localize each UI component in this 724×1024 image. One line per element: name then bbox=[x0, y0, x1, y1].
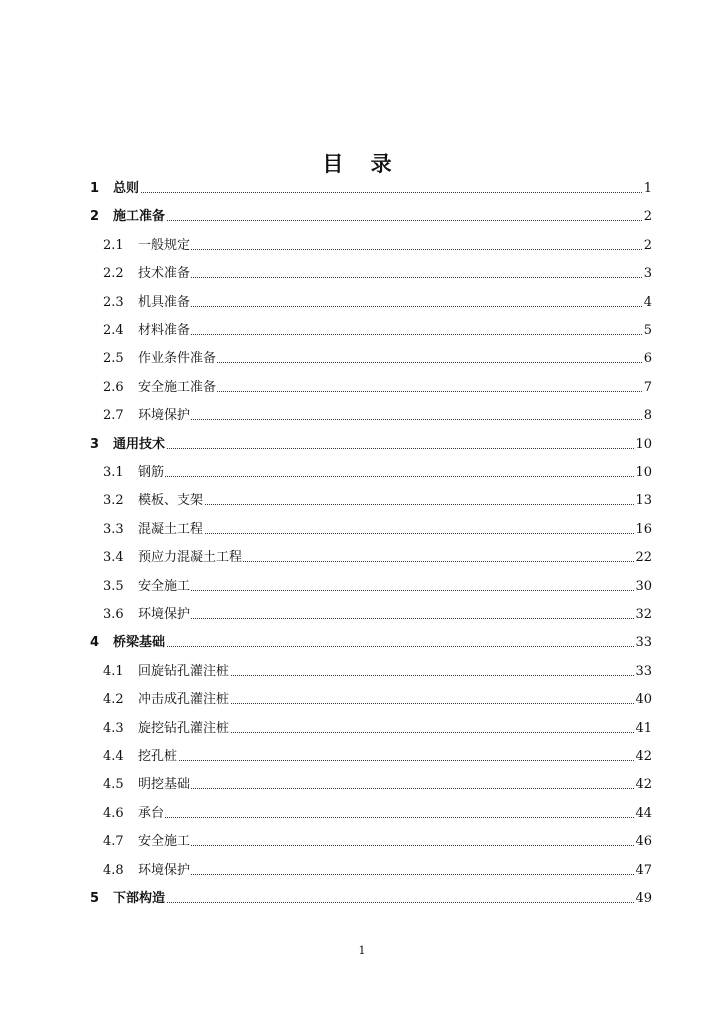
toc-entry-page: 33 bbox=[634, 632, 652, 654]
toc-entry-number: 3.4 bbox=[103, 550, 124, 566]
toc-entry-page: 3 bbox=[643, 263, 652, 285]
toc-entry-page: 49 bbox=[634, 888, 652, 910]
toc-section-entry[interactable] bbox=[0, 746, 724, 768]
toc-entry-page: 30 bbox=[634, 576, 652, 598]
toc-entry-label: 机具准备 bbox=[138, 292, 191, 314]
toc-entry-number: 3 bbox=[90, 436, 100, 452]
toc-entry-number: 2.6 bbox=[103, 379, 124, 395]
toc-dot-leader bbox=[113, 902, 644, 903]
toc-entry-page: 42 bbox=[634, 746, 652, 768]
toc-entry-label: 施工准备 bbox=[113, 206, 166, 228]
toc-dot-leader bbox=[138, 277, 644, 278]
toc-entry-number: 3.6 bbox=[103, 607, 124, 622]
toc-chapter-entry[interactable] bbox=[0, 206, 724, 228]
toc-entry-label: 预应力混凝土工程 bbox=[138, 547, 243, 569]
toc-entry-label: 旋挖钻孔灌注桩 bbox=[138, 718, 230, 740]
toc-entry-page: 44 bbox=[634, 803, 652, 825]
toc-entry-number: 4.6 bbox=[103, 805, 124, 821]
toc-dot-leader bbox=[138, 788, 644, 789]
toc-dot-leader bbox=[113, 220, 644, 221]
toc-entry-number: 2.2 bbox=[103, 266, 124, 282]
toc-entry-number: 2.7 bbox=[103, 408, 124, 424]
toc-entry-label: 环境保护 bbox=[138, 405, 191, 427]
toc-chapter-entry[interactable] bbox=[0, 434, 724, 456]
toc-section-entry[interactable] bbox=[0, 348, 724, 370]
toc-entry-number: 3.3 bbox=[103, 521, 124, 537]
toc-section-entry[interactable] bbox=[0, 576, 724, 598]
toc-entry-label: 桥梁基础 bbox=[113, 632, 166, 654]
toc-entry-label: 环境保护 bbox=[138, 604, 191, 626]
toc-entry-label: 通用技术 bbox=[113, 434, 166, 456]
toc-entry-number: 4.4 bbox=[103, 749, 124, 764]
toc-entry-label: 材料准备 bbox=[138, 320, 191, 342]
toc-entry-label: 承台 bbox=[138, 803, 165, 825]
toc-entry-label: 一般规定 bbox=[138, 235, 191, 257]
toc-entry-number: 2.1 bbox=[103, 237, 124, 253]
toc-entry-page: 40 bbox=[634, 689, 652, 711]
toc-dot-leader bbox=[138, 334, 644, 335]
toc-section-entry[interactable] bbox=[0, 263, 724, 285]
toc-entry-number: 3.5 bbox=[103, 578, 124, 594]
toc-dot-leader bbox=[138, 306, 644, 307]
toc-chapter-entry[interactable] bbox=[0, 178, 724, 200]
toc-section-entry[interactable] bbox=[0, 292, 724, 314]
toc-entry-number: 3.2 bbox=[103, 493, 124, 509]
toc-entry-label: 作业条件准备 bbox=[138, 348, 217, 370]
toc-entry-label: 技术准备 bbox=[138, 263, 191, 285]
toc-entry-page: 10 bbox=[634, 434, 652, 456]
toc-entry-page: 46 bbox=[634, 831, 652, 853]
toc-dot-leader bbox=[138, 618, 644, 619]
toc-entry-label: 钢筋 bbox=[138, 462, 165, 484]
toc-entry-page: 2 bbox=[643, 206, 652, 228]
toc-entry-number: 3.1 bbox=[103, 465, 124, 480]
toc-entry-number: 4.3 bbox=[103, 720, 124, 736]
toc-entry-label: 安全施工 bbox=[138, 576, 191, 598]
toc-chapter-entry[interactable] bbox=[0, 888, 724, 910]
toc-dot-leader bbox=[138, 874, 644, 875]
toc-entry-label: 总则 bbox=[113, 178, 140, 200]
toc-dot-leader bbox=[113, 192, 644, 193]
toc-entry-page: 47 bbox=[634, 860, 652, 882]
toc-section-entry[interactable] bbox=[0, 547, 724, 569]
toc-entry-number: 1 bbox=[90, 181, 100, 196]
toc-entry-label: 下部构造 bbox=[113, 888, 166, 910]
toc-section-entry[interactable] bbox=[0, 405, 724, 427]
toc-entry-label: 环境保护 bbox=[138, 860, 191, 882]
toc-entry-page: 7 bbox=[643, 377, 652, 399]
toc-entry-page: 5 bbox=[643, 320, 652, 342]
toc-entry-page: 1 bbox=[643, 178, 652, 200]
toc-entry-page: 10 bbox=[634, 462, 652, 484]
page-title: 目 录 bbox=[322, 151, 402, 176]
toc-entry-number: 2.4 bbox=[103, 323, 124, 338]
toc-dot-leader bbox=[138, 504, 644, 505]
toc-dot-leader bbox=[138, 760, 644, 761]
toc-dot-leader bbox=[138, 249, 644, 250]
toc-section-entry[interactable] bbox=[0, 490, 724, 512]
toc-entry-page: 2 bbox=[643, 235, 652, 257]
toc-entry-number: 2 bbox=[90, 209, 100, 225]
toc-entry-page: 22 bbox=[634, 547, 652, 569]
toc-section-entry[interactable] bbox=[0, 689, 724, 711]
toc-section-entry[interactable] bbox=[0, 519, 724, 541]
toc-dot-leader bbox=[113, 646, 644, 647]
toc-dot-leader bbox=[138, 476, 644, 477]
toc-entry-label: 回旋钻孔灌注桩 bbox=[138, 661, 230, 683]
toc-entry-label: 挖孔桩 bbox=[138, 746, 178, 768]
toc-entry-label: 冲击成孔灌注桩 bbox=[138, 689, 230, 711]
toc-entry-page: 8 bbox=[643, 405, 652, 427]
toc-dot-leader bbox=[138, 533, 644, 534]
toc-entry-page: 13 bbox=[634, 490, 652, 512]
toc-entry-number: 4.7 bbox=[103, 834, 124, 850]
toc-section-entry[interactable] bbox=[0, 774, 724, 796]
toc-entry-number: 4 bbox=[90, 635, 100, 651]
toc-section-entry[interactable] bbox=[0, 320, 724, 342]
page-number: 1 bbox=[358, 944, 366, 957]
toc-entry-number: 2.3 bbox=[103, 294, 124, 310]
toc-section-entry[interactable] bbox=[0, 803, 724, 825]
toc-section-entry[interactable] bbox=[0, 831, 724, 853]
toc-section-entry[interactable] bbox=[0, 462, 724, 484]
toc-entry-label: 安全施工 bbox=[138, 831, 191, 853]
toc-entry-page: 41 bbox=[634, 718, 652, 740]
toc-dot-leader bbox=[113, 448, 644, 449]
toc-entry-page: 16 bbox=[634, 519, 652, 541]
toc-entry-number: 4.8 bbox=[103, 862, 124, 878]
toc-entry-number: 4.1 bbox=[103, 663, 124, 679]
toc-entry-page: 42 bbox=[634, 774, 652, 796]
toc-dot-leader bbox=[138, 845, 644, 846]
toc-entry-label: 明挖基础 bbox=[138, 774, 191, 796]
table-of-contents bbox=[0, 178, 724, 918]
toc-entry-number: 4.2 bbox=[103, 692, 124, 708]
toc-section-entry[interactable] bbox=[0, 377, 724, 399]
toc-entry-label: 模板、支架 bbox=[138, 490, 204, 512]
toc-dot-leader bbox=[138, 817, 644, 818]
toc-entry-page: 33 bbox=[634, 661, 652, 683]
toc-entry-number: 4.5 bbox=[103, 777, 124, 793]
toc-entry-number: 2.5 bbox=[103, 351, 124, 367]
toc-entry-label: 混凝土工程 bbox=[138, 519, 204, 541]
toc-entry-label: 安全施工准备 bbox=[138, 377, 217, 399]
toc-section-entry[interactable] bbox=[0, 604, 724, 626]
toc-dot-leader bbox=[138, 590, 644, 591]
toc-entry-page: 32 bbox=[634, 604, 652, 626]
toc-entry-page: 6 bbox=[643, 348, 652, 370]
toc-dot-leader bbox=[138, 419, 644, 420]
toc-section-entry[interactable] bbox=[0, 718, 724, 740]
toc-section-entry[interactable] bbox=[0, 235, 724, 257]
toc-section-entry[interactable] bbox=[0, 860, 724, 882]
toc-section-entry[interactable] bbox=[0, 661, 724, 683]
toc-entry-number: 5 bbox=[90, 891, 100, 906]
toc-entry-page: 4 bbox=[643, 292, 652, 314]
toc-chapter-entry[interactable] bbox=[0, 632, 724, 654]
